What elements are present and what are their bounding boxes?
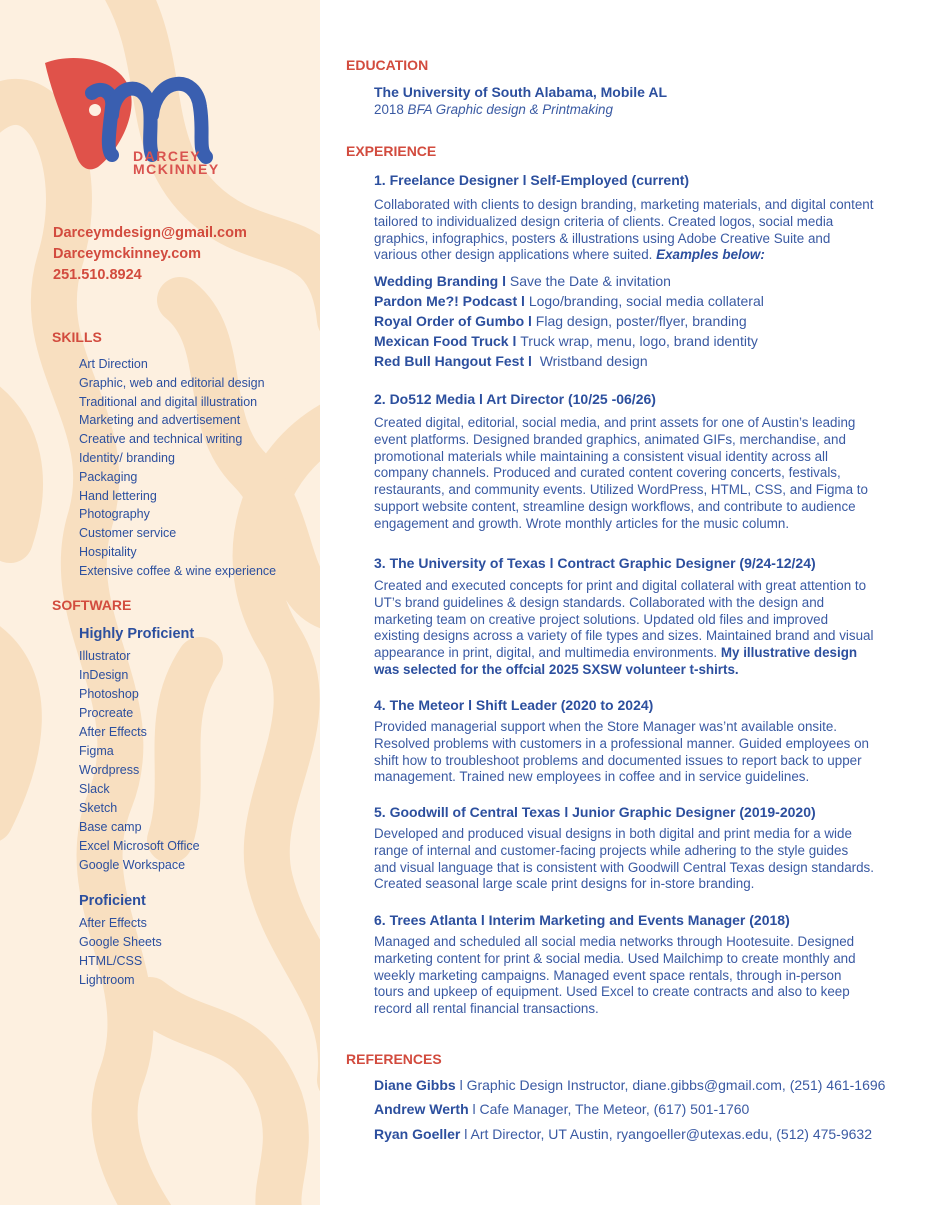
software-item: After Effects — [79, 725, 147, 739]
example-sep: l — [517, 293, 529, 309]
software-heading: SOFTWARE — [52, 597, 132, 613]
example-sep: l — [524, 353, 540, 369]
reference-name: Andrew Werth — [374, 1101, 469, 1117]
software-item: HTML/CSS — [79, 954, 143, 968]
job-description: Managed and scheduled all social media networks through Hootesuite. Designed marketing content for print & social media. Used Mailchimp to create monthly and weekly marketing campaigns. Managed event space rentals, through in-person tours and upkeep of equipment. Used Excel to create contracts and also to keep record all rental financial transactions. — [374, 934, 856, 1017]
job-desc-emphasis: My illustrative design was selected for the offcial 2025 SXSW volunteer t-shirts. — [374, 645, 858, 677]
proficient-label: Proficient — [79, 893, 146, 909]
example-row — [374, 313, 747, 329]
skill-item: Traditional and digital illustration — [79, 394, 258, 409]
job-description: Created digital, editorial, social media, and print assets for one of Austin’s leading event platforms. Designed branded graphics, animated GIFs, merchandise, and promotional materials while maintaining a consistent visual identity across all company channels. Produced and curated content covering concerts, festivals, restaurants, and community events. Utilized WordPress, HTML, CSS, and Figma to support website content, streamline design workflows, and contribute to audience engagement and growth. Wrote monthly articles for the music column. — [374, 415, 868, 531]
software-item: Lightroom — [79, 973, 135, 987]
software-item: Procreate — [79, 706, 134, 720]
software-item: Figma — [79, 744, 114, 758]
skill-item: Graphic, web and editorial design — [79, 375, 265, 390]
example-row — [374, 353, 648, 369]
software-item: After Effects — [79, 916, 147, 930]
skills-heading: SKILLS — [52, 329, 102, 345]
example-sep: l — [508, 333, 521, 349]
example-detail: Truck wrap, menu, logo, brand identity — [520, 333, 758, 349]
contact-phone: 251.510.8924 — [53, 267, 142, 283]
example-row — [374, 293, 764, 309]
example-row — [374, 273, 671, 289]
job-title: 2. Do512 Media l Art Director (10/25 -06/26) — [374, 391, 656, 407]
skill-item: Extensive coffee & wine experience — [79, 563, 277, 578]
example-detail: Save the Date & invitation — [509, 273, 671, 289]
proficient-list — [79, 914, 162, 990]
example-name: Wedding Branding — [374, 273, 499, 289]
software-item: Google Sheets — [79, 935, 162, 949]
software-item: Sketch — [79, 801, 118, 815]
job-desc-text: Created and executed concepts for print and digital collateral with great attention to UT’s brand guidelines & design standards. Collaborated with the design and marketing team on creative project solutions. Updated old files and improved existing designs across a variety of file types and sizes. Maintained brand and visual appearance in print, digital, and multimedia environments. — [374, 578, 874, 661]
skill-item: Hand lettering — [79, 488, 157, 503]
highly-proficient-label: Highly Proficient — [79, 626, 195, 642]
reference-detail: l Art Director, UT Austin, ryangoeller@utexas.edu, (512) 475-9632 — [460, 1126, 872, 1142]
job-title: 6. Trees Atlanta l Interim Marketing and Events Manager (2018) — [374, 912, 790, 928]
software-item: Wordpress — [79, 763, 140, 777]
education-heading: EDUCATION — [346, 57, 429, 73]
skill-item: Packaging — [79, 469, 138, 484]
education-year: 2018 — [374, 102, 404, 117]
experience-heading: EXPERIENCE — [346, 143, 437, 159]
example-detail: Wristband design — [539, 353, 648, 369]
example-name: Red Bull Hangout Fest — [374, 353, 525, 369]
reference-row — [374, 1126, 872, 1142]
education-school: The University of South Alabama, Mobile AL — [374, 84, 667, 100]
education-degree-line — [374, 102, 874, 119]
example-sep: l — [524, 313, 536, 329]
software-item: InDesign — [79, 668, 129, 682]
references-heading: REFERENCES — [346, 1051, 442, 1067]
job-description: Provided managerial support when the Store Manager was’nt available onsite. Resolved problems with customers in a professional manner. Guided employees on shift how to troubleshoot problems and documented issues to report back to upper management. Trained new employees in coffee and in service guidelines. — [374, 719, 869, 785]
contact-email[interactable]: Darceymdesign@gmail.com — [53, 225, 247, 241]
job-description — [374, 578, 874, 679]
swirl-background — [0, 0, 320, 1205]
software-item: Excel Microsoft Office — [79, 839, 200, 853]
example-row — [374, 333, 758, 349]
job-desc-text: Collaborated with clients to design branding, marketing materials, and digital content tailored to individualized design criteria of clients. Created logos, social media graphics, infographics, posters & illustrations using Adobe Creative Suite and various other design applications where suited. — [374, 197, 874, 263]
software-item: Google Workspace — [79, 858, 186, 872]
highly-proficient-list — [79, 647, 200, 875]
education-degree: BFA Graphic design & Printmaking — [407, 102, 613, 117]
reference-row — [374, 1077, 885, 1093]
job-title: 3. The University of Texas l Contract Graphic Designer (9/24-12/24) — [374, 555, 816, 571]
job-desc-emphasis: Examples below: — [656, 247, 765, 263]
reference-detail: l Graphic Design Instructor, diane.gibbs@gmail.com, (251) 461-1696 — [455, 1077, 886, 1093]
reference-detail: l Cafe Manager, The Meteor, (617) 501-1760 — [468, 1101, 750, 1117]
sidebar — [0, 0, 320, 1205]
job-title: 4. The Meteor l Shift Leader (2020 to 2024) — [374, 697, 654, 713]
logo-first-name: DARCEY — [133, 148, 202, 164]
skill-item: Art Direction — [79, 357, 148, 371]
example-detail: Logo/branding, social media collateral — [528, 293, 764, 309]
skill-item: Photography — [79, 507, 150, 522]
job-description: Developed and produced visual designs in both digital and print media for a wide range of internal and customer-facing projects while adhering to the style guides and visual language that is consistent with Goodwill Central Texas design standards. Created seasonal large scale print designs for in-store branding. — [374, 826, 874, 892]
reference-name: Ryan Goeller — [374, 1126, 461, 1142]
example-sep: l — [498, 273, 510, 289]
software-item: Illustrator — [79, 649, 131, 663]
job-title: 1. Freelance Designer l Self-Employed (current) — [374, 172, 690, 188]
reference-name: Diane Gibbs — [374, 1077, 456, 1093]
software-item: Photoshop — [79, 687, 139, 701]
skill-item: Marketing and advertisement — [79, 413, 241, 428]
example-name: Royal Order of Gumbo — [374, 313, 525, 329]
software-item: Slack — [79, 782, 110, 796]
contact-website[interactable]: Darceymckinney.com — [53, 246, 202, 262]
reference-row — [374, 1101, 749, 1117]
skill-item: Identity/ branding — [79, 450, 175, 465]
example-name: Pardon Me?! Podcast — [374, 293, 518, 309]
job-title: 5. Goodwill of Central Texas l Junior Graphic Designer (2019-2020) — [374, 804, 816, 820]
example-detail: Flag design, poster/flyer, branding — [535, 313, 747, 329]
skill-item: Creative and technical writing — [79, 432, 243, 447]
software-item: Base camp — [79, 820, 142, 834]
skills-list — [79, 355, 276, 581]
logo-last-name: MCKINNEY — [133, 161, 220, 177]
job-description — [374, 197, 874, 264]
example-name: Mexican Food Truck — [374, 333, 509, 349]
skill-item: Hospitality — [79, 544, 137, 559]
skill-item: Customer service — [79, 526, 177, 541]
